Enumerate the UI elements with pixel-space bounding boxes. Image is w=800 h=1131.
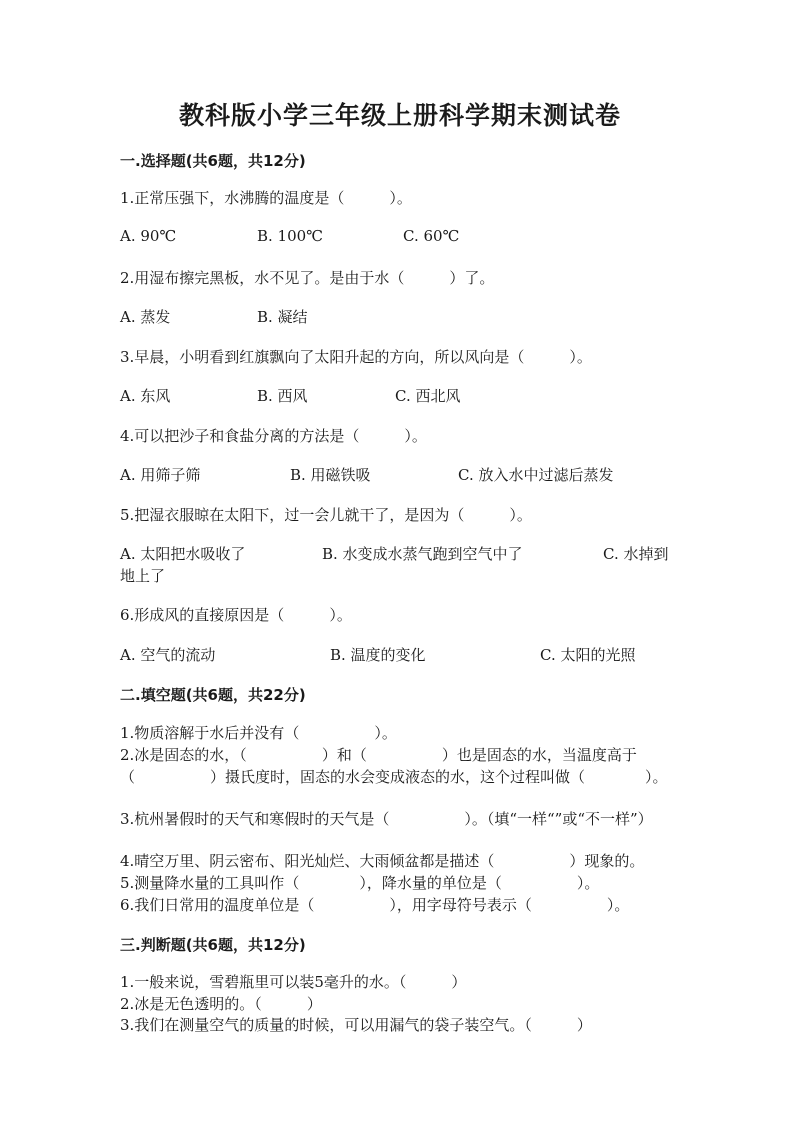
option-b: B. 水变成水蒸气跑到空气中了	[322, 545, 523, 563]
question-text: 2.用湿布擦完黑板，水不见了。是由于水（ ）了。	[120, 269, 495, 287]
page-title: 教科版小学三年级上册科学期末测试卷	[178, 101, 621, 130]
option-b: B. 温度的变化	[330, 646, 426, 664]
option-a: A. 东风	[120, 387, 171, 405]
option-a: A. 太阳把水吸收了	[120, 545, 246, 563]
option-c: C. 放入水中过滤后蒸发	[458, 466, 614, 484]
fill-question: 3.杭州暑假时的天气和寒假时的天气是（ ）。（填“一样“”或“不一样”）	[120, 810, 653, 828]
section-heading-fill: 二.填空题(共6题，共22分)	[120, 686, 306, 704]
option-a: A. 空气的流动	[120, 646, 216, 664]
fill-question: 6.我们日常用的温度单位是（ ），用字母符号表示（ ）。	[120, 896, 630, 914]
option-a: A. 用筛子筛	[120, 466, 201, 484]
option-c: C. 水掉到	[603, 545, 669, 563]
option-a: A. 蒸发	[120, 308, 171, 326]
option-c: C. 太阳的光照	[540, 646, 636, 664]
question-text: 5.把湿衣服晾在太阳下，过一会儿就干了，是因为（ ）。	[120, 506, 532, 524]
question-text: 4.可以把沙子和食盐分离的方法是（ ）。	[120, 427, 427, 445]
option-c-continued: 地上了	[120, 567, 166, 585]
section-heading-choice: 一.选择题(共6题，共12分)	[120, 152, 306, 170]
question-text: 1.正常压强下，水沸腾的温度是（ ）。	[120, 189, 412, 207]
judge-question: 3.我们在测量空气的质量的时候，可以用漏气的袋子装空气。（ ）	[120, 1016, 592, 1034]
fill-question: 4.晴空万里、阴云密布、阳光灿烂、大雨倾盆都是描述（ ）现象的。	[120, 852, 645, 870]
fill-question: 1.物质溶解于水后并没有（ ）。	[120, 724, 397, 742]
question-text: 3.早晨，小明看到红旗飘向了太阳升起的方向，所以风向是（ ）。	[120, 348, 592, 366]
option-a: A. 90℃	[120, 227, 177, 245]
judge-question: 2.冰是无色透明的。（ ）	[120, 995, 322, 1013]
option-c: C. 西北风	[395, 387, 461, 405]
option-b: B. 用磁铁吸	[290, 466, 371, 484]
fill-question: 5.测量降水量的工具叫作（ ），降水量的单位是（ ）。	[120, 874, 600, 892]
option-c: C. 60℃	[403, 227, 460, 245]
question-text: 6.形成风的直接原因是（ ）。	[120, 606, 352, 624]
option-b: B. 西风	[257, 387, 308, 405]
option-b: B. 100℃	[257, 227, 323, 245]
fill-question: 2.冰是固态的水，（ ）和（ ）也是固态的水，当温度高于（ ）摄氏度时，固态的水会变成液态的水，这个过程叫做（ ）。	[120, 746, 668, 786]
section-heading-judge: 三.判断题(共6题，共12分)	[120, 936, 306, 954]
judge-question: 1.一般来说，雪碧瓶里可以装5毫升的水。（ ）	[120, 973, 467, 991]
option-b: B. 凝结	[257, 308, 308, 326]
